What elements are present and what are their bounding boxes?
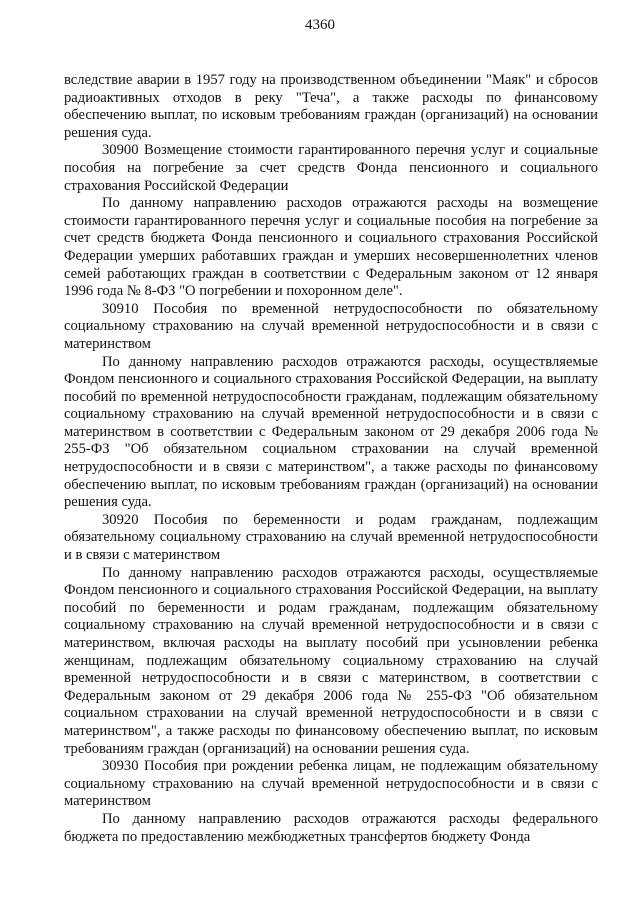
paragraph-body-30930: По данному направлению расходов отражаются расходы федерального бюджета по предоставлению межбюджетных трансфертов бюджету Фонда — [64, 810, 598, 845]
document-body — [64, 72, 598, 846]
paragraph-body-30900: По данному направлению расходов отражаются расходы на возмещение стоимости гарантированного перечня услуг и социальные пособия на погребение за счет средств бюджета Фонда пенсионного и социального страхования Российской Федерации умерших работавших граждан и умерших несовершеннолетних членов семей работающих граждан в соответствии с Федеральным законом от 12 января 1996 года № 8-ФЗ "О погребении и похоронном деле". — [64, 195, 598, 300]
paragraph-heading-30900: 30900 Возмещение стоимости гарантированного перечня услуг и социальные пособия на погребение за счет средств Фонда пенсионного и социального страхования Российской Федерации — [64, 142, 598, 194]
paragraph-body-30910: По данному направлению расходов отражаются расходы, осуществляемые Фондом пенсионного и социального страхования Российской Федерации, на выплату пособий по временной нетрудоспособности гражданам, подлежащим обязательному социальному страхованию на случай временной нетрудоспособности и в связи с материнством в соответствии с Федеральным законом от 29 декабря 2006 года № 255-ФЗ "Об обязательном социальном страховании на случай временной нетрудоспособности и в связи с материнством", а также расходы по финансовому обеспечению выплат, по исковым требованиям граждан (организаций) на основании решения суда. — [64, 353, 598, 511]
paragraph-continuation-mayak: вследствие аварии в 1957 году на производственном объединении "Маяк" и сбросов радиоактивных отходов в реку "Теча", а также расходы по финансовому обеспечению выплат, по исковым требованиям граждан (организаций) на основании решения суда. — [64, 72, 598, 141]
paragraph-heading-30910: 30910 Пособия по временной нетрудоспособности по обязательному социальному страхованию на случай временной нетрудоспособности и в связи с материнством — [64, 300, 598, 352]
paragraph-heading-30930: 30930 Пособия при рождении ребенка лицам, не подлежащим обязательному социальному страхованию на случай временной нетрудоспособности и в связи с материнством — [64, 758, 598, 810]
page-number: 4360 — [305, 17, 335, 33]
paragraph-heading-30920: 30920 Пособия по беременности и родам гражданам, подлежащим обязательному социальному страхованию на случай временной нетрудоспособности и в связи с материнством — [64, 511, 598, 564]
paragraph-body-30920: По данному направлению расходов отражаются расходы, осуществляемые Фондом пенсионного и социального страхования Российской Федерации, на выплату пособий по беременности и родам гражданам, подлежащим обязательному социальному страхованию на случай временной нетрудоспособности и в связи с материнством, включая расходы на выплату пособий при усыновлении ребенка женщинам, подлежащим обязательному социальному страхованию на случай временной нетрудоспособности и в связи с материнством, в соответствии с Федеральным законом от 29 декабря 2006 года № 255-ФЗ "Об обязательном социальном страховании на случай временной нетрудоспособности и в связи с материнством", а также расходы по финансовому обеспечению выплат, по исковым требованиям граждан (организаций) на основании решения суда. — [64, 564, 598, 757]
